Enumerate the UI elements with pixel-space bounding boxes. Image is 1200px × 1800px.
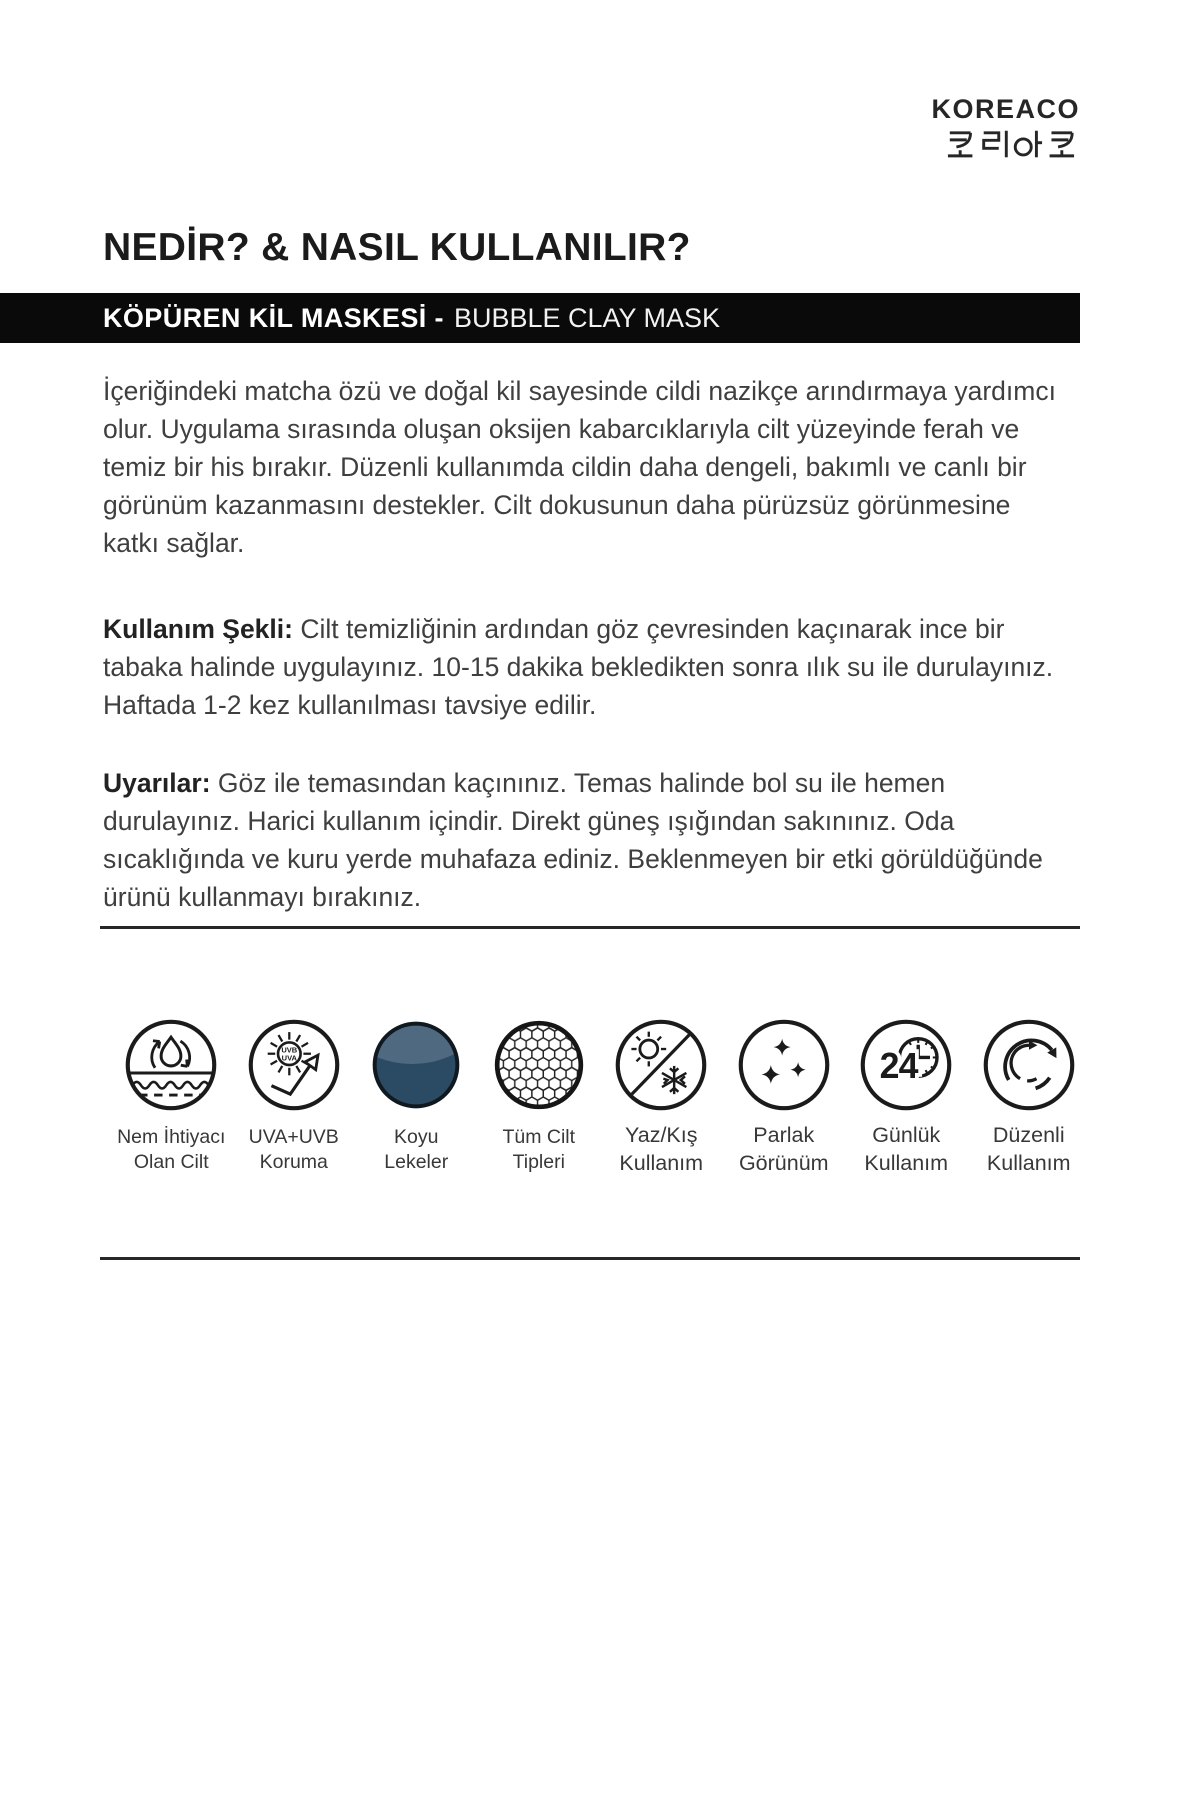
usage-label: Kullanım Şekli: (103, 614, 293, 644)
feature-label: UVA+UVB Koruma (248, 1126, 339, 1173)
moisture-skin-icon (124, 1018, 218, 1112)
usage-paragraph (103, 610, 1059, 724)
feature-item (110, 1018, 233, 1177)
svg-text:UVA: UVA (281, 1053, 297, 1063)
warnings-text: Göz ile temasından kaçınınız. Temas halinde bol su ile hemen durulayınız. Harici kullanım içindir. Direkt güneş ışığından sakınınız. Oda sıcaklığında ve kuru yerde muhafaza ediniz. Beklenmeyen bir etki görüldüğünde ürünü kullanmayı bırakınız. (103, 768, 1043, 912)
feature-item (845, 1018, 968, 1177)
feature-label: Koyu Lekeler (384, 1126, 449, 1173)
dark-spots-icon (369, 1018, 463, 1112)
daily-use-icon (859, 1018, 953, 1112)
usage-text: Cilt temizliğinin ardından göz çevresinden kaçınarak ince bir tabaka halinde uygulayınız. 10-15 dakika bekledikten sonra ılık su ile durulayınız. Haftada 1-2 kez kullanılması tavsiye edilir. (103, 614, 1054, 720)
product-name-en: BUBBLE CLAY MASK (453, 302, 721, 333)
feature-item (600, 1018, 723, 1177)
warnings-label: Uyarılar: (103, 768, 211, 798)
body-copy (103, 372, 1059, 916)
product-banner (0, 293, 1080, 343)
description-paragraph: İçeriğindeki matcha özü ve doğal kil sayesinde cildi nazikçe arındırmaya yardımcı olur. Uygulama sırasında oluşan oksijen kabarcıklarıyla cilt yüzeyinde ferah ve temiz bir his bırakır. Düzenli kullanımda cildin daha dengeli, bakımlı ve canlı bir görünüm kazanmasını destekler. Cilt dokusunun daha pürüzsüz görünmesine katkı sağlar. (103, 376, 1056, 558)
section-divider-bottom (100, 1257, 1080, 1260)
section-divider-top (100, 926, 1080, 929)
brand-wordmark: KOREACO (931, 94, 1080, 124)
product-name-tr: KÖPÜREN KİL MASKESİ - (103, 302, 444, 333)
feature-label: Günlük Kullanım (864, 1123, 949, 1175)
svg-text:24: 24 (879, 1046, 918, 1087)
warnings-paragraph (103, 764, 1059, 916)
feature-item (233, 1018, 356, 1177)
feature-strip (110, 1018, 1090, 1177)
uva-uvb-protection-icon (247, 1018, 341, 1112)
all-skin-types-icon (492, 1018, 586, 1112)
summer-winter-use-icon (614, 1018, 708, 1112)
feature-item (968, 1018, 1091, 1177)
feature-label: Nem İhtiyacı Olan Cilt (117, 1126, 226, 1173)
feature-item (723, 1018, 846, 1177)
regular-use-icon (982, 1018, 1076, 1112)
feature-item (478, 1018, 601, 1177)
brand-logo (931, 96, 1080, 162)
svg-text:UVB: UVB (281, 1045, 297, 1055)
feature-label: Düzenli Kullanım (986, 1123, 1071, 1175)
brand-korean-logo-icon (942, 130, 1080, 162)
feature-item (355, 1018, 478, 1177)
feature-label: Parlak Görünüm (738, 1123, 829, 1175)
brand-korean-text (1080, 123, 1081, 124)
feature-label: Yaz/Kış Kullanım (619, 1123, 704, 1175)
bright-look-icon (737, 1018, 831, 1112)
feature-label: Tüm Cilt Tipleri (502, 1126, 576, 1173)
page-title: NEDİR? & NASIL KULLANILIR? (103, 226, 691, 269)
